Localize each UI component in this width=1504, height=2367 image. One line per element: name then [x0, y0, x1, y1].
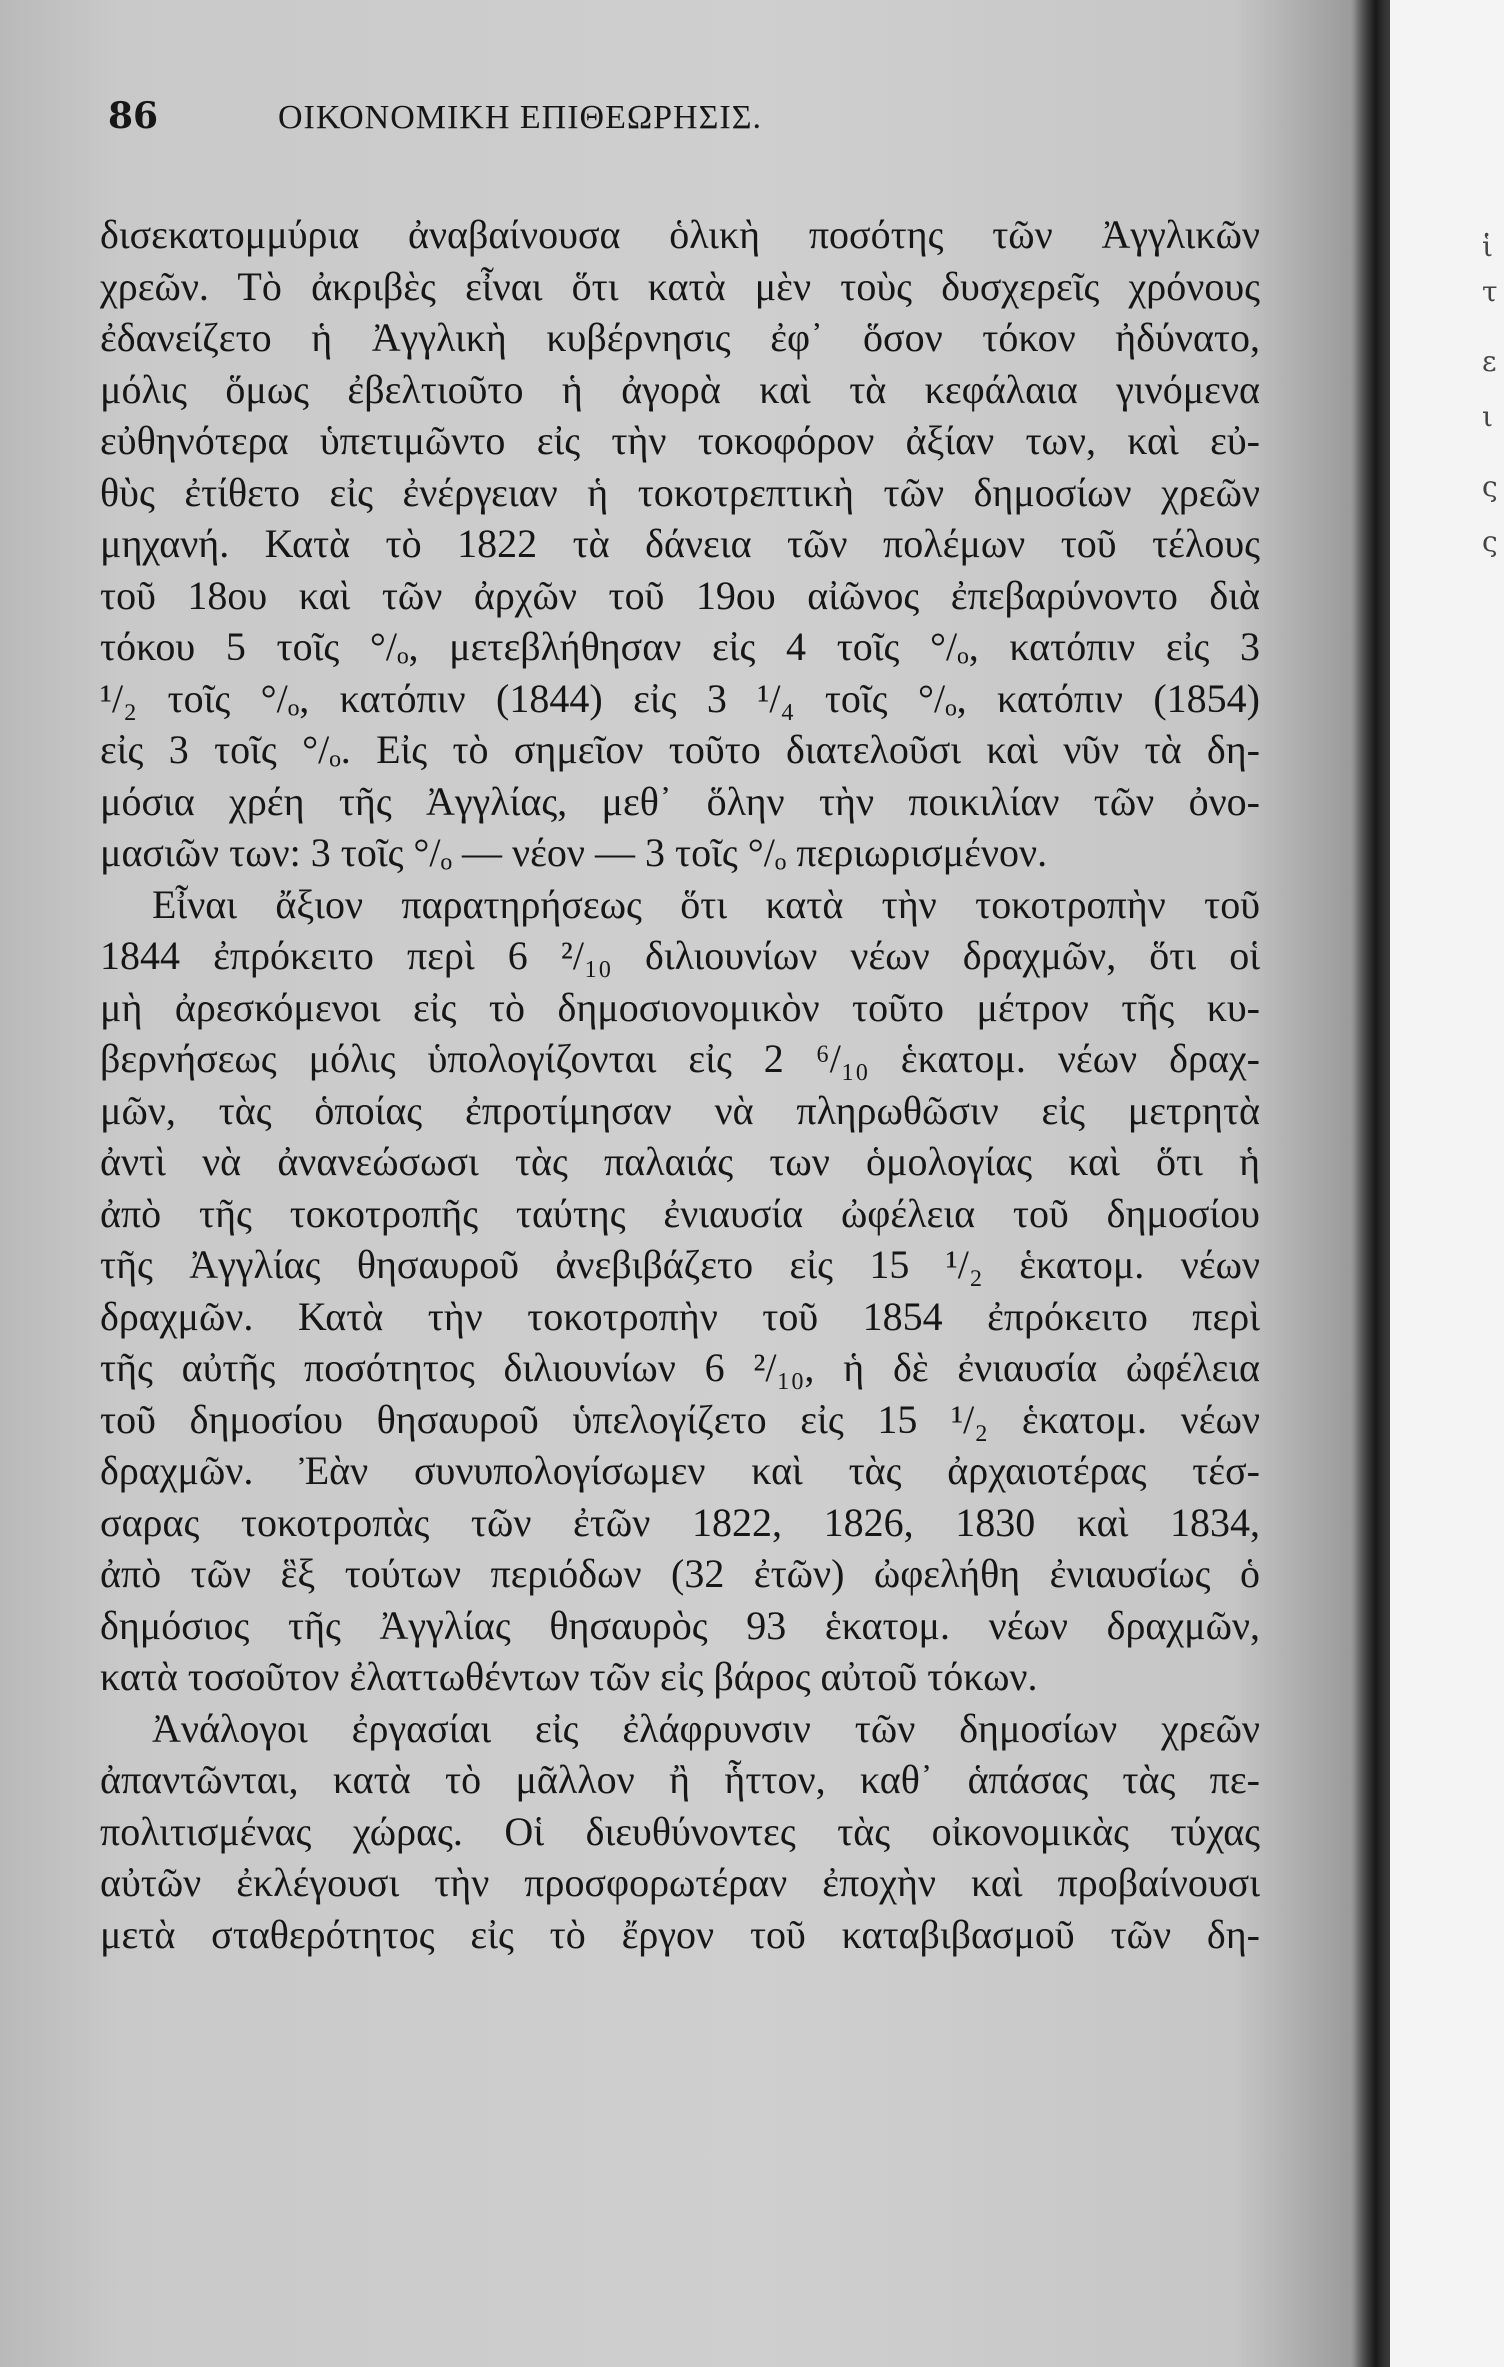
text-line: τοῦ δημοσίου θησαυροῦ ὑπελογίζετο εἰς 15 ¹/₂ ἑκατομ. νέων: [100, 1396, 1260, 1442]
text-line: σαρας τοκοτροπὰς τῶν ἐτῶν 1822, 1826, 1830 καὶ 1834,: [100, 1499, 1260, 1545]
text-line: εὐθηνότερα ὑπετιμῶντο εἰς τὴν τοκοφόρον ἀξίαν των, καὶ εὐ-: [100, 418, 1260, 463]
text-line: κατὰ τοσοῦτον ἐλαττωθέντων τῶν εἰς βάρος αὐτοῦ τόκων.: [100, 1654, 1038, 1699]
page-header: [100, 95, 1260, 157]
text-line: μηχανή. Κατὰ τὸ 1822 τὰ δάνεια τῶν πολέμων τοῦ τέλους: [100, 521, 1260, 566]
text-line: θὺς ἐτίθετο εἰς ἐνέργειαν ἡ τοκοτρεπτικὴ τῶν δημοσίων χρεῶν: [100, 469, 1260, 515]
text-line: μὴ ἀρεσκόμενοι εἰς τὸ δημοσιονομικὸν τοῦτο μέτρον τῆς κυ-: [100, 984, 1260, 1030]
facing-page-glyph: ς: [1482, 470, 1498, 503]
paragraph-first-line: Εἶναι ἄξιον παρατηρήσεως ὅτι κατὰ τὴν τοκοτροπὴν τοῦ: [152, 881, 1260, 927]
paragraph-first-line: Ἀνάλογοι ἐργασίαι εἰς ἐλάφρυνσιν τῶν δημοσίων χρεῶν: [152, 1705, 1260, 1751]
text-line: δημόσιος τῆς Ἀγγλίας θησαυρὸς 93 ἑκατομ. νέων δραχμῶν,: [100, 1602, 1260, 1648]
facing-page-glyph: ἱ: [1482, 230, 1493, 263]
binding-gutter-shadow: [1350, 0, 1390, 2367]
body-text: [100, 209, 1260, 1960]
text-line: μόλις ὅμως ἐβελτιοῦτο ἡ ἀγορὰ καὶ τὰ κεφάλαια γινόμενα: [100, 366, 1260, 412]
text-line: τόκου 5 τοῖς °/ₒ, μετεβλήθησαν εἰς 4 τοῖς °/ₒ, κατόπιν εἰς 3: [100, 624, 1260, 669]
text-line: δισεκατομμύρια ἀναβαίνουσα ὁλικὴ ποσότης τῶν Ἀγγλικῶν: [100, 212, 1260, 257]
book-page: [100, 95, 1260, 1960]
text-line: αὐτῶν ἐκλέγουσι τὴν προσφορωτέραν ἐποχὴν καὶ προβαίνουσι: [100, 1860, 1260, 1905]
text-line: ἀπὸ τῆς τοκοτροπῆς ταύτης ἐνιαυσία ὠφέλεια τοῦ δημοσίου: [100, 1190, 1260, 1236]
facing-page-glyph: ς: [1482, 525, 1498, 558]
facing-page-glyph: ι: [1482, 400, 1493, 433]
text-line: μασιῶν των: 3 τοῖς °/ₒ — νέον — 3 τοῖς °/ₒ περιωρισμένον.: [100, 830, 1048, 875]
text-line: εἰς 3 τοῖς °/ₒ. Εἰς τὸ σημεῖον τοῦτο διατελοῦσι καὶ νῦν τὰ δη-: [100, 727, 1260, 772]
text-line: ἐδανείζετο ἡ Ἀγγλικὴ κυβέρνησις ἐφ᾽ ὅσον τόκον ἠδύνατο,: [100, 315, 1260, 360]
text-line: χρεῶν. Τὸ ἀκριβὲς εἶναι ὅτι κατὰ μὲν τοὺς δυσχερεῖς χρόνους: [100, 263, 1260, 309]
page-number: 86: [108, 95, 159, 137]
text-line: τῆς Ἀγγλίας θησαυροῦ ἀνεβιβάζετο εἰς 15 ¹/₂ ἑκατομ. νέων: [100, 1242, 1260, 1287]
text-line: μῶν, τὰς ὁποίας ἐπροτίμησαν νὰ πληρωθῶσιν εἰς μετρητὰ: [100, 1087, 1260, 1133]
facing-page-glyph: τ: [1482, 275, 1498, 308]
facing-page-edge: [1390, 0, 1504, 2367]
text-line: βερνήσεως μόλις ὑπολογίζονται εἰς 2 ⁶/₁₀ ἑκατομ. νέων δραχ-: [100, 1036, 1260, 1081]
text-line: δραχμῶν. Κατὰ τὴν τοκοτροπὴν τοῦ 1854 ἐπρόκειτο περὶ: [100, 1293, 1260, 1339]
running-head: ΟΙΚΟΝΟΜΙΚΗ ΕΠΙΘΕΩΡΗΣΙΣ.: [278, 99, 763, 136]
text-line: μετὰ σταθερότητος εἰς τὸ ἔργον τοῦ καταβιβασμοῦ τῶν δη-: [100, 1911, 1260, 1957]
text-line: τοῦ 18ου καὶ τῶν ἀρχῶν τοῦ 19ου αἰῶνος ἐπεβαρύνοντο διὰ: [100, 572, 1260, 618]
text-line: ¹/₂ τοῖς °/ₒ, κατόπιν (1844) εἰς 3 ¹/₄ τοῖς °/ₒ, κατόπιν (1854): [100, 675, 1260, 721]
text-line: ἀπαντῶνται, κατὰ τὸ μᾶλλον ἢ ἧττον, καθ᾽ ἁπάσας τὰς πε-: [100, 1757, 1260, 1802]
text-line: ἀπὸ τῶν ἓξ τούτων περιόδων (32 ἐτῶν) ὠφελήθη ἐνιαυσίως ὁ: [100, 1551, 1260, 1596]
facing-page-glyph: ε: [1482, 345, 1497, 378]
text-line: ἀντὶ νὰ ἀνανεώσωσι τὰς παλαιάς των ὁμολογίας καὶ ὅτι ἡ: [100, 1139, 1260, 1184]
text-line: δραχμῶν. Ἐὰν συνυπολογίσωμεν καὶ τὰς ἀρχαιοτέρας τέσ-: [100, 1448, 1260, 1493]
text-line: μόσια χρέη τῆς Ἀγγλίας, μεθ᾽ ὅλην τὴν ποικιλίαν τῶν ὀνο-: [100, 778, 1260, 824]
text-line: 1844 ἐπρόκειτο περὶ 6 ²/₁₀ διλιουνίων νέων δραχμῶν, ὅτι οἱ: [100, 933, 1260, 978]
text-line: πολιτισμένας χώρας. Οἱ διευθύνοντες τὰς οἰκονομικὰς τύχας: [100, 1808, 1260, 1854]
text-line: τῆς αὐτῆς ποσότητος διλιουνίων 6 ²/₁₀, ἡ δὲ ἐνιαυσία ὠφέλεια: [100, 1345, 1260, 1390]
